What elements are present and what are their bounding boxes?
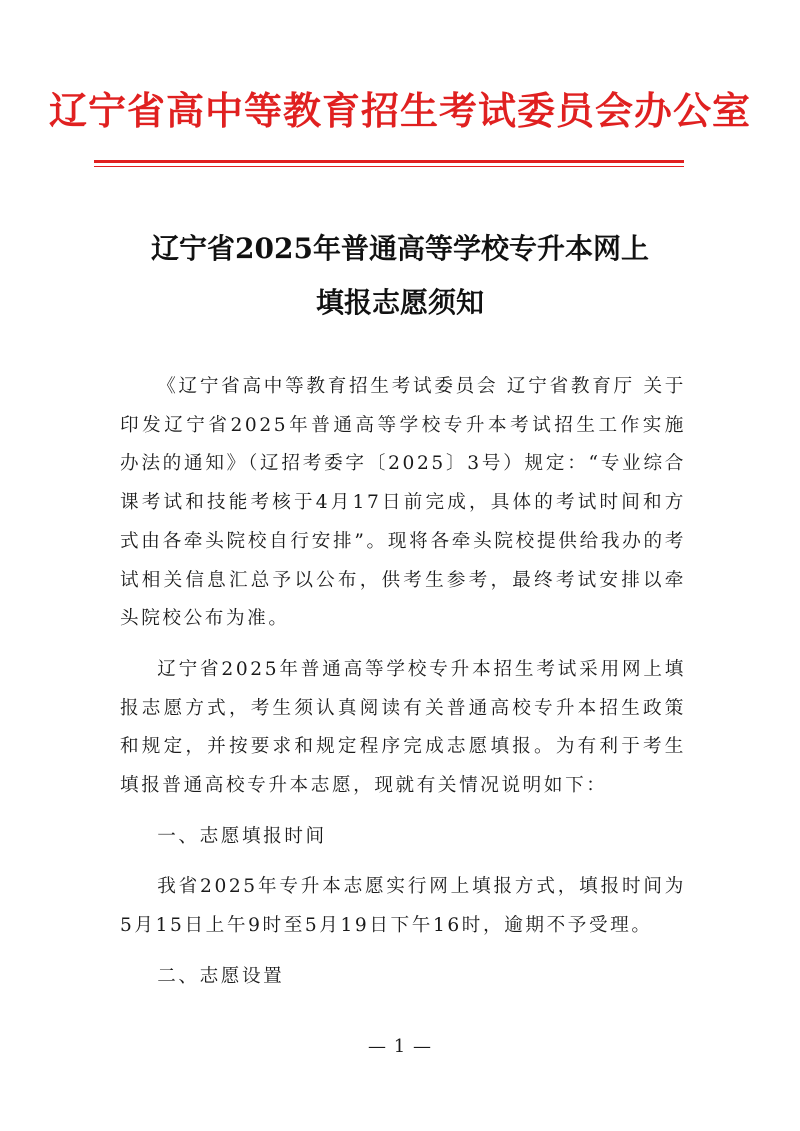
document-title-line-1: 辽宁省2025年普通高等学校专升本网上 <box>151 232 649 265</box>
section-heading: 二、志愿设置 <box>157 965 285 987</box>
header-divider-thin <box>94 166 684 167</box>
issuing-office-header: 辽宁省高中等教育招生考试委员会办公室 <box>48 89 751 133</box>
section-heading: 一、志愿填报时间 <box>157 825 327 847</box>
page-number: — 1 — <box>368 1036 432 1057</box>
document-title-line-2: 填报志愿须知 <box>315 286 484 319</box>
header-divider-thick <box>94 160 684 163</box>
body-paragraph: 《辽宁省高中等教育招生考试委员会 辽宁省教育厅 关于印发辽宁省2025年普通高等学校专升本考试招生工作实施办法的通知》（辽招考委字〔2025〕3号）规定：“专业综合课考试和技能考核于4月17日前完成，具体的考试时间和方式由各牵头院校自行安排”。现将各牵头院校提供给我办的考试相关信息汇总予以公布，供考生参考，最终考试安排以牵头院校公布为准。 <box>120 376 686 630</box>
document-body <box>120 368 686 1009</box>
body-paragraph: 我省2025年专升本志愿实行网上填报方式，填报时间为5月15日上午9时至5月19日下午16时，逾期不予受理。 <box>120 876 686 937</box>
body-paragraph: 辽宁省2025年普通高等学校专升本招生考试采用网上填报志愿方式，考生须认真阅读有关普通高校专升本招生政策和规定，并按要求和规定程序完成志愿填报。为有利于考生填报普通高校专升本志愿，现就有关情况说明如下： <box>120 658 686 797</box>
